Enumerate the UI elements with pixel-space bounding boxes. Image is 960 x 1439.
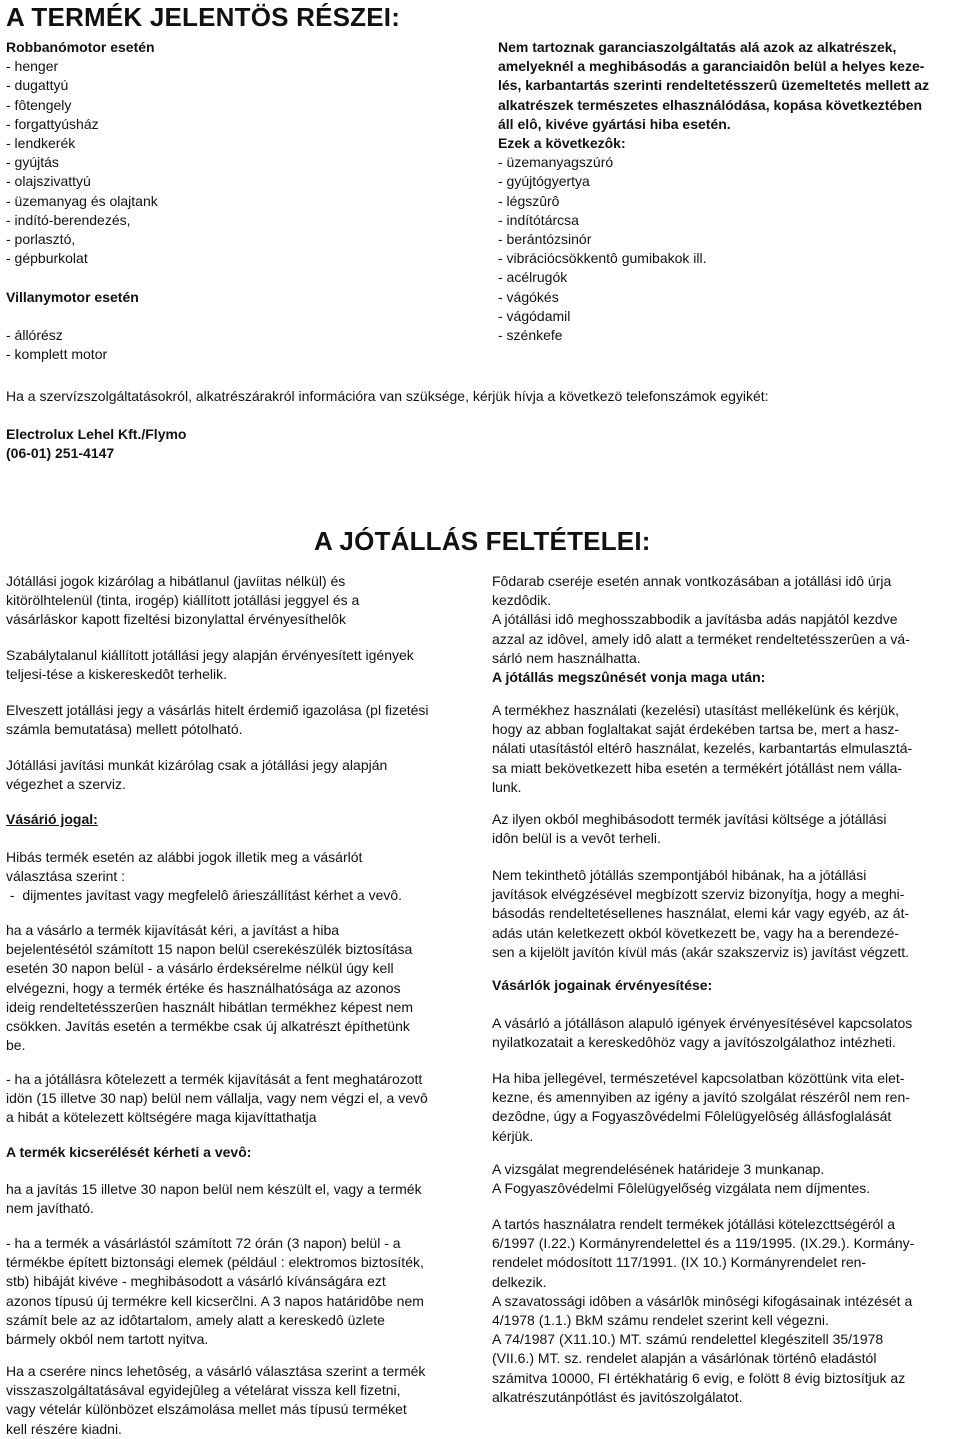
text-line: Fôdarab cseréje esetén annak vontkozásában a jotállási idô úrja bbox=[492, 573, 892, 589]
list-item: - henger bbox=[6, 58, 59, 75]
warranty-left-p5 bbox=[6, 848, 402, 906]
section-title-warranty: A JÓTÁLLÁS FELTÉTELEI: bbox=[314, 526, 651, 556]
text-line: elvégezni, hogy a termék értéke és használhatósága az azonos bbox=[6, 979, 401, 996]
service-notice: Ha a szervízszolgáltatásokról, alkatrészárakról információra van szüksége, kérjük hívja a következö telefonszámok egyikét: bbox=[6, 388, 769, 404]
text-line: delkezik. bbox=[492, 1273, 547, 1290]
text-line: kell részére kiadni. bbox=[6, 1420, 122, 1437]
text-line: 4/1978 (1.1.) BkM számu rendelet szerint kell végezni. bbox=[492, 1312, 829, 1329]
list-item: - olajszivattyú bbox=[6, 173, 91, 190]
text-line: kitörölhtelenül (tinta, irogép) kiállított jotállási jeggyel és a bbox=[6, 592, 360, 609]
text-line: lunk. bbox=[492, 778, 522, 795]
warranty-left-p1 bbox=[6, 572, 359, 630]
text-line: hogy az abban foglaltakat saját érdekében tartsa be, mert a hasz- bbox=[492, 721, 900, 738]
text-line: ideig rendeltetésszerûen használt hibátlan termékhez képest nem bbox=[6, 998, 414, 1015]
text-line: sa miatt bekövetkezett hiba esetén a termékért jótállást nem válla- bbox=[492, 759, 903, 776]
text-line: azzal az idôvel, amely idô alatt a terméket rendeltetésszerûen a vá- bbox=[492, 630, 910, 647]
text-line: nem javítható. bbox=[6, 1200, 94, 1217]
text-line: - ha a termék a vásárlástól számított 72 órán (3 napon) belül - a bbox=[6, 1235, 401, 1251]
text-line: A termékhez használati (kezelési) utasítást mellékelünk és kérjük, bbox=[492, 702, 899, 718]
warranty-right-p6 bbox=[492, 1069, 910, 1146]
text-line: bármely okból nem tartott nyitva. bbox=[6, 1331, 209, 1348]
warranty-right-p7 bbox=[492, 1160, 870, 1198]
text-line: csökken. Javítás esetén a termékbe csak új alkatrészt építhetünk bbox=[6, 1018, 410, 1035]
exclusions-intro-line: Nem tartoznak garanciaszolgáltatás alá azok az alkatrészek, bbox=[498, 39, 897, 55]
list-item: - gyújtás bbox=[6, 154, 59, 171]
list-item: - szénkefe bbox=[498, 327, 563, 344]
list-item: - légszûrô bbox=[498, 192, 560, 209]
text-line: idôn belül is a vevôt terheli. bbox=[492, 830, 661, 847]
contact-company: Electrolux Lehel Kft./Flymo bbox=[6, 426, 187, 442]
text-line: vásárláskor kapott fizeltési bizonylattal érvényesíthelôk bbox=[6, 611, 347, 628]
text-line: idön (15 illetve 30 nap) belül nem vállalja, vagy nem végzi el, a vevô bbox=[6, 1090, 428, 1107]
text-line: A vizsgálat megrendelésének határideje 3 munkanap. bbox=[492, 1161, 825, 1177]
list-item: - vágókés bbox=[498, 288, 559, 305]
list-item: - berántózsinór bbox=[498, 231, 592, 248]
warranty-left-p8 bbox=[6, 1180, 422, 1218]
text-line: dezôdne, úgy a Fogyaszôvédelmi Fôlelügyelôség állásfoglalását bbox=[492, 1108, 892, 1125]
rights-heading: Vásárió jogal: bbox=[6, 811, 98, 827]
list-item: - forgattyúsház bbox=[6, 115, 99, 132]
list-item: - indítótárcsa bbox=[498, 211, 579, 228]
text-line: 6/1997 (I.22.) Kormányrendelettel és a 119/1995. (IX.29.). Kormány- bbox=[492, 1235, 915, 1252]
warranty-right-p5 bbox=[492, 1014, 912, 1052]
warranty-right-p2 bbox=[492, 701, 912, 797]
contact-block bbox=[6, 425, 186, 463]
text-line: alkatrészutánpótlást és javitószolgálatot. bbox=[492, 1388, 743, 1405]
electric-heading: Villanymotor esetén bbox=[6, 289, 139, 305]
text-line: sárló nem használhatta. bbox=[492, 649, 641, 666]
text-line: A vásárló a jótálláson alapuló igények érvényesítésével kapcsolatos bbox=[492, 1015, 913, 1031]
list-item: - üzemanyag és olajtank bbox=[6, 192, 158, 209]
text-line: számitva 10000, FI értékhatárig 6 evig, e folött 8 évig biztosítjuk az bbox=[492, 1369, 906, 1386]
list-item: - acélrugók bbox=[498, 269, 568, 286]
end-heading: A jótállás megszûnését vonja maga után: bbox=[492, 669, 766, 686]
text-line: Elveszett jotállási jegy a vásárlás hitelt érdemiő igazolása (pl fizetési bbox=[6, 702, 429, 718]
text-line: ha a javítás 15 illetve 30 napon belül nem készült el, vagy a termék bbox=[6, 1181, 422, 1197]
text-line: stb) hibáját kivéve - meghibásodott a vásárló kívánságára ezt bbox=[6, 1273, 386, 1290]
exclusions-heading: Ezek a következôk: bbox=[498, 135, 626, 152]
warranty-left-p2 bbox=[6, 646, 414, 684]
warranty-left-p9 bbox=[6, 1234, 424, 1349]
exclusions-intro-line: amelyeknél a meghibásodás a garanciaidôn belül a helyes keze- bbox=[498, 58, 925, 75]
text-line: végezhet a szerviz. bbox=[6, 776, 126, 793]
text-line: Hibás termék esetén az alábbi jogok illetik meg a vásárlót bbox=[6, 849, 363, 865]
text-line: A tartós használatra rendelt termékek jótállási kötelezcttségéról a bbox=[492, 1216, 896, 1232]
list-item: - állórész bbox=[6, 327, 63, 344]
text-line: (VII.6.) MT. sz. rendelet alapján a vásárlónak történô eladástól bbox=[492, 1350, 877, 1367]
text-line: vagy vételár különbözet elszámolása mellet más típusú terméket bbox=[6, 1401, 407, 1418]
exclusions-block bbox=[498, 38, 929, 345]
text-line: nyilatkozatait a kereskedôhöz vagy a javítószolgálathoz intézheti. bbox=[492, 1034, 896, 1051]
text-line: rendelet módosított 117/1991. (IX 10.) Kormányrendelet ren- bbox=[492, 1254, 867, 1271]
list-item: - gyújtógyertya bbox=[498, 173, 590, 190]
text-line: kezdôdik. bbox=[492, 592, 552, 609]
text-line: A Fogyaszôvédelmi Fôlelügyelőség vizgálata nem díjmentes. bbox=[492, 1180, 871, 1197]
text-line: térmékbe épített biztonsági elemek (például : elektromos biztosíték, bbox=[6, 1254, 424, 1271]
text-line: számla bemutatása) mellett pótolható. bbox=[6, 721, 243, 738]
text-line: teljesi-tése a kiskereskedôt terhelik. bbox=[6, 666, 227, 683]
warranty-left-p7 bbox=[6, 1070, 428, 1128]
text-line: esetén 30 napon belül - a vásárlo érdeksérelme nélkül úgy kell bbox=[6, 960, 394, 977]
list-item: - fôtengely bbox=[6, 96, 72, 113]
text-line: A szavatossági idôben a vásárlôk minôségi kifogásainak intézését a bbox=[492, 1292, 913, 1309]
text-line: visszaszolgáltatásával egyidejûleg a vételárat vissza kell fizetni, bbox=[6, 1382, 401, 1399]
warranty-left-p10 bbox=[6, 1362, 425, 1439]
list-item: - lendkerék bbox=[6, 135, 76, 152]
contact-phone: (06-01) 251-4147 bbox=[6, 445, 115, 462]
exclusions-intro-line: alkatrészek természetes elhasználódása, kopása következtében bbox=[498, 96, 923, 113]
text-line: Nem tekinthetô jótállás szempontjából hibának, ha a jótállási bbox=[492, 867, 867, 883]
text-line: Szabálytalanul kiállított jotállási jegy alapján érvényesített igények bbox=[6, 647, 414, 663]
text-line: javítások elvégzésével megbízott szerviz bizonyítja, hogy a meghi- bbox=[492, 886, 905, 903]
warranty-right-p8 bbox=[492, 1215, 914, 1407]
text-line: - dijmentes javítast vagy megfelelô árieszállítást kérhet a vevô. bbox=[6, 887, 403, 904]
text-line: bejelentésétól számított 15 napon belül cserekészülék biztosítása bbox=[6, 941, 413, 958]
text-line: Az ilyen okból meghibásodott termék javítási költsége a jótállási bbox=[492, 811, 887, 827]
text-line: básodás rendeltetésellenes használat, elemi kár vagy egyéb, az át- bbox=[492, 905, 910, 922]
warranty-right-p3 bbox=[492, 810, 887, 848]
warranty-left-p3 bbox=[6, 701, 429, 739]
warranty-left-p4 bbox=[6, 756, 387, 794]
text-line: be. bbox=[6, 1037, 26, 1054]
text-line: Ha hiba jellegével, természetével kapcsolatban közöttünk vita elet- bbox=[492, 1070, 905, 1086]
warranty-right-p1 bbox=[492, 572, 910, 687]
text-line: Jótállási javítási munkát kizárólag csak a jótállási jegy alapján bbox=[6, 757, 388, 773]
list-item: - gépburkolat bbox=[6, 250, 88, 267]
text-line: A 74/1987 (X11.10.) MT. számú rendelettel klegészitell 35/1978 bbox=[492, 1331, 884, 1348]
text-line: a hibát a kötelezett költségére maga kijavíttathatja bbox=[6, 1109, 317, 1126]
text-line: - ha a jótállásra kôtelezett a termék kijavítását a fent meghatározott bbox=[6, 1071, 423, 1087]
text-line: adás után keletkezett okból következett be, vagy ha a berendezé- bbox=[492, 924, 900, 941]
text-line: Jótállási jogok kizárólag a hibátlanul (javíitas nélkül) és bbox=[6, 573, 346, 589]
electric-parts-list bbox=[6, 288, 139, 365]
text-line: A jótállási idô meghosszabbodik a javításba adás napjától kezdve bbox=[492, 611, 898, 628]
text-line: sen a kijelölt javítón kívül más (akár szakszerviz is) javítást végzett. bbox=[492, 943, 910, 960]
text-line: Ha a cserére nincs lehetôség, a vásárló választása szerint a termék bbox=[6, 1363, 426, 1379]
text-line: kezne, és amennyiben az igény a javító szolgálat részérôl nem ren- bbox=[492, 1089, 910, 1106]
list-item: - komplett motor bbox=[6, 346, 108, 363]
list-item: - üzemanyagszúró bbox=[498, 154, 614, 171]
warranty-left-p6 bbox=[6, 921, 413, 1055]
exclusions-intro-line: lés, karbantartás szerinti rendeltetésszerû üzemeltetés mellett az bbox=[498, 77, 930, 94]
list-item: - porlasztó, bbox=[6, 231, 76, 248]
text-line: választása szerint : bbox=[6, 868, 126, 885]
engine-heading: Robbanómotor esetén bbox=[6, 39, 155, 55]
list-item: - vágódamil bbox=[498, 307, 571, 324]
enforce-heading: Vásárlók jogainak érvényesítése: bbox=[492, 977, 713, 993]
text-line: ha a vásárlo a termék kijavítását kéri, a javítást a hiba bbox=[6, 922, 340, 938]
warranty-right-p4 bbox=[492, 866, 909, 962]
text-line: nálati utasítástól eltérô használat, kezelés, karbantartás elmulasztá- bbox=[492, 740, 913, 757]
list-item: - indító-berendezés, bbox=[6, 211, 131, 228]
text-line: kérjük. bbox=[492, 1127, 534, 1144]
exclusions-intro-line: áll elô, kivéve gyártási hiba esetén. bbox=[498, 115, 731, 132]
list-item: - dugattyú bbox=[6, 77, 69, 94]
section-title-parts: A TERMÉK JELENTÖS RÉSZEI: bbox=[6, 2, 401, 32]
engine-parts-list bbox=[6, 38, 158, 268]
replace-heading: A termék kicserélését kérheti a vevô: bbox=[6, 1144, 252, 1160]
text-line: számít bele az az idôtartalom, amely alatt a kereskedô üzlete bbox=[6, 1311, 385, 1328]
list-item: - vibrációcsökkentô gumibakok ill. bbox=[498, 250, 707, 267]
text-line: azonos típusú új termékre kell kicserčlni. A 3 napos határidôbe nem bbox=[6, 1292, 424, 1309]
